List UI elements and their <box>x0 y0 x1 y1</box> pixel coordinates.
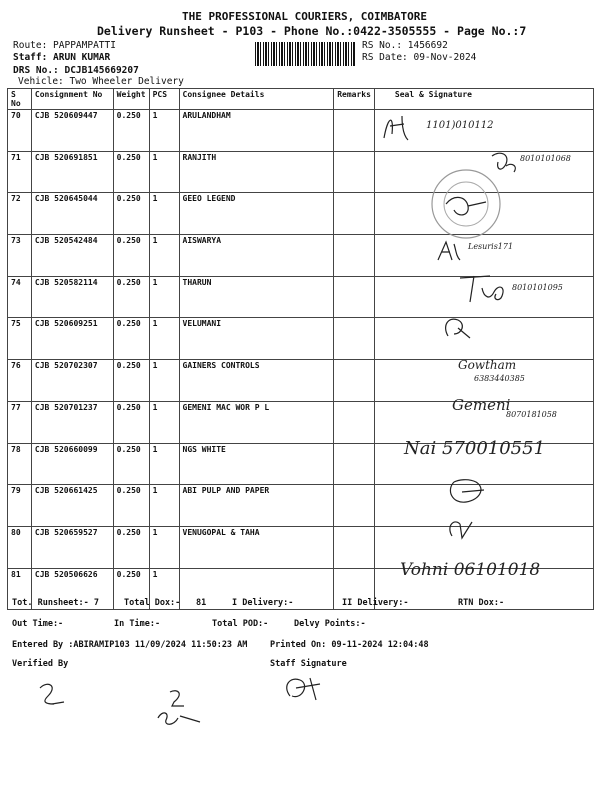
row-pcs: 1 <box>149 318 179 360</box>
delvy-points: Delvy Points:- <box>294 619 366 629</box>
row-weight: 0.250 <box>113 401 149 443</box>
row-weight: 0.250 <box>113 151 149 193</box>
row-remarks <box>334 443 375 485</box>
row-consignment: CJB 520691851 <box>31 151 113 193</box>
row-remarks <box>334 526 375 568</box>
row-remarks <box>334 485 375 527</box>
row-pcs: 1 <box>149 276 179 318</box>
row-sno: 70 <box>8 110 32 152</box>
out-time: Out Time:- <box>12 619 64 629</box>
row-sno: 79 <box>8 485 32 527</box>
signature-row-74 <box>456 270 516 310</box>
row-consignee: RANJITH <box>179 151 334 193</box>
row-weight: 0.250 <box>113 235 149 277</box>
row-consignee: ABI PULP AND PAPER <box>179 485 334 527</box>
row-weight: 0.250 <box>113 318 149 360</box>
table-row <box>8 485 594 527</box>
table-row <box>8 318 594 360</box>
handwritten-name-row-76: Gowtham <box>458 358 517 372</box>
row-consignee: GAINERS CONTROLS <box>179 360 334 402</box>
row-sno: 78 <box>8 443 32 485</box>
row-consignment: CJB 520582114 <box>31 276 113 318</box>
verified-by: Verified By <box>12 659 69 669</box>
rs-no: RS No.: 1456692 <box>362 40 448 51</box>
col-consignee: Consignee Details <box>179 89 334 110</box>
i-delivery: I Delivery:- <box>232 598 294 608</box>
handwritten-row-78: Nai 570010551 <box>404 438 546 459</box>
row-weight: 0.250 <box>113 193 149 235</box>
rs-date: RS Date: 09-Nov-2024 <box>362 52 477 63</box>
row-remarks <box>334 360 375 402</box>
handwritten-number-row-76: 6383440385 <box>474 374 525 383</box>
row-weight: 0.250 <box>113 443 149 485</box>
row-pcs: 1 <box>149 360 179 402</box>
row-pcs: 1 <box>149 443 179 485</box>
staff: Staff: ARUN KUMAR <box>13 52 111 63</box>
tot-runsheet: Tot. Runsheet:- 7 <box>12 598 99 608</box>
row-consignment: CJB 520661425 <box>31 485 113 527</box>
signature-row-79 <box>444 472 494 512</box>
row-consignment: CJB 520609447 <box>31 110 113 152</box>
rtn-dox: RTN Dox:- <box>458 598 505 608</box>
row-pcs: 1 <box>149 151 179 193</box>
signature-row-75 <box>440 312 476 346</box>
col-consignment: Consignment No <box>31 89 113 110</box>
runsheet-subtitle: Delivery Runsheet - P103 - Phone No.:0422-3505555 - Page No.:7 <box>97 24 527 38</box>
seal-stamp-row-72 <box>424 164 508 248</box>
row-remarks <box>334 151 375 193</box>
row-consignee: AISWARYA <box>179 235 334 277</box>
row-remarks <box>334 193 375 235</box>
total-dox-label: Total Dox:- <box>124 598 181 608</box>
row-consignee: ARULANDHAM <box>179 110 334 152</box>
handwritten-date-row-71: 8010101068 <box>520 154 571 163</box>
handwritten-row-81: Vohni 06101018 <box>400 560 541 580</box>
row-consignee: NGS WHITE <box>179 443 334 485</box>
entered-by: Entered By :ABIRAMIP103 11/09/2024 11:50:23 AM <box>12 640 248 650</box>
in-time: In Time:- <box>114 619 161 629</box>
row-sno: 71 <box>8 151 32 193</box>
row-weight: 0.250 <box>113 110 149 152</box>
table-row <box>8 110 594 152</box>
row-pcs: 1 <box>149 485 179 527</box>
verifier-signature <box>34 680 70 714</box>
row-remarks <box>334 235 375 277</box>
row-pcs: 1 <box>149 110 179 152</box>
route: Route: PAPPAMPATTI <box>13 40 116 51</box>
col-remarks: Remarks <box>334 89 375 110</box>
col-pcs: PCS <box>149 89 179 110</box>
ii-delivery: II Delivery:- <box>342 598 409 608</box>
col-sno: S No <box>8 89 32 110</box>
company-name: THE PROFESSIONAL COURIERS, COIMBATORE <box>182 10 428 23</box>
table-header <box>8 89 594 110</box>
verifier-signature-2 <box>152 686 212 734</box>
row-weight: 0.250 <box>113 360 149 402</box>
row-seal <box>374 318 593 360</box>
row-consignee: VELUMANI <box>179 318 334 360</box>
signature-row-80 <box>444 514 480 548</box>
total-pod: Total POD:- <box>212 619 269 629</box>
row-pcs: 1 <box>149 526 179 568</box>
row-weight: 0.250 <box>113 526 149 568</box>
handwritten-date-row-70: 1101)010112 <box>426 120 494 131</box>
row-consignment: CJB 520506626 <box>31 568 113 610</box>
row-weight: 0.250 <box>113 568 149 610</box>
row-weight: 0.250 <box>113 485 149 527</box>
row-remarks <box>334 110 375 152</box>
col-weight: Weight <box>113 89 149 110</box>
handwritten-number-row-77: 8070181058 <box>506 410 557 419</box>
row-consignee: GEMENI MAC WOR P L <box>179 401 334 443</box>
row-remarks <box>334 401 375 443</box>
col-seal: Seal & Signature <box>374 89 593 110</box>
row-weight: 0.250 <box>113 276 149 318</box>
printed-on: Printed On: 09-11-2024 12:04:48 <box>270 640 429 650</box>
row-remarks <box>334 276 375 318</box>
row-sno: 73 <box>8 235 32 277</box>
row-consignment: CJB 520701237 <box>31 401 113 443</box>
row-sno: 76 <box>8 360 32 402</box>
row-pcs: 1 <box>149 568 179 610</box>
staff-signature <box>280 672 330 710</box>
row-consignment: CJB 520659527 <box>31 526 113 568</box>
row-consignment: CJB 520645044 <box>31 193 113 235</box>
row-sno: 72 <box>8 193 32 235</box>
row-consignment: CJB 520660099 <box>31 443 113 485</box>
row-remarks <box>334 318 375 360</box>
signature-row-73 <box>434 238 470 268</box>
total-dox-value: 81 <box>196 598 207 608</box>
row-pcs: 1 <box>149 235 179 277</box>
row-sno: 81 <box>8 568 32 610</box>
handwritten-name-row-77: Gemeni <box>452 396 511 414</box>
row-consignment: CJB 520609251 <box>31 318 113 360</box>
staff-signature-label: Staff Signature <box>270 659 347 669</box>
row-sno: 75 <box>8 318 32 360</box>
row-sno: 74 <box>8 276 32 318</box>
handwritten-date-row-74: 8010101095 <box>512 283 563 292</box>
drs-no: DRS No.: DCJB145669207 <box>13 65 139 76</box>
row-consignee: VENUGOPAL & TAHA <box>179 526 334 568</box>
handwritten-date-row-73: Lesuris171 <box>468 242 514 251</box>
row-consignment: CJB 520542484 <box>31 235 113 277</box>
row-pcs: 1 <box>149 193 179 235</box>
row-sno: 80 <box>8 526 32 568</box>
barcode <box>255 42 355 66</box>
row-consignee: GEEO LEGEND <box>179 193 334 235</box>
row-consignee: THARUN <box>179 276 334 318</box>
row-sno: 77 <box>8 401 32 443</box>
vehicle: Vehicle: Two Wheeler Delivery <box>18 76 184 87</box>
row-pcs: 1 <box>149 401 179 443</box>
row-consignment: CJB 520702307 <box>31 360 113 402</box>
